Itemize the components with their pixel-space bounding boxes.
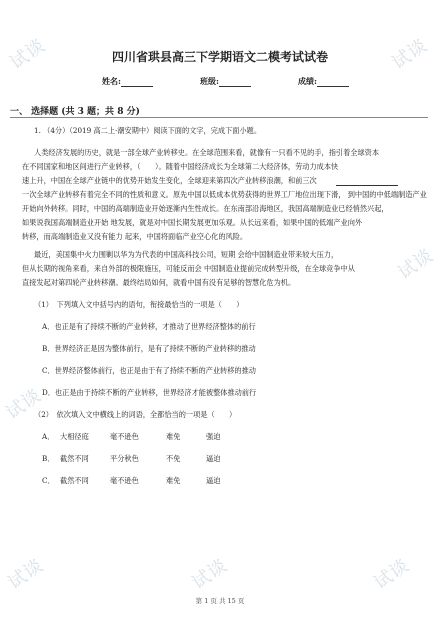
page-title: 四川省珙县高三下学期语文二模考试试卷	[111, 50, 328, 64]
passage-line: 但从长期的视角来看，来自外部的极限施压，可能反而会 中国制造业提前完成转型升级，在全球竞争中从	[22, 264, 355, 273]
name-field[interactable]	[102, 76, 153, 87]
watermark: 试谈	[4, 554, 48, 594]
option-word: 难免	[166, 432, 181, 441]
passage-line: 如果说我国高端制造业开始 地发展，就是对中国长期发展更加乐观。从长远来看，如果中国的低端产业向外	[22, 218, 363, 227]
watermark: 试谈	[388, 34, 432, 74]
question-stem: 1. （4分）（2019 高二上·潮安期中）阅读下面的文字，完成下面小题。	[34, 126, 262, 135]
subquestion-prompt: （2） 依次填入文中横线上的词语，全都恰当的一项是（ ）	[34, 410, 237, 419]
passage-line: 直接发起对第四轮产业转移潮。最终结局如何，就看中国有没有足够的智慧化危为机。	[22, 278, 296, 287]
section-divider	[10, 117, 428, 118]
watermark: 试谈	[2, 384, 46, 424]
option-word: 逼迫	[206, 454, 221, 463]
class-blank[interactable]	[219, 78, 251, 87]
answer-option-c[interactable]: C．世界经济整体前行，也正是由于有了持续不断的产业转移的推动	[42, 366, 256, 375]
passage-line: 在不同国家和地区间进行产业转移，（ ）。随着中国经济成长为全球第二大经济体，劳动力成本快	[22, 162, 339, 171]
watermark: 试谈	[394, 244, 438, 284]
option-word: 截然不同	[60, 476, 89, 485]
passage-line: 人类经济发展的历史，就是一部全球产业转移史。在全球范围来看，就像有一只看不见的手，指引着全球资本	[34, 148, 380, 157]
score-field[interactable]	[298, 76, 349, 87]
score-label: 成绩:	[298, 76, 317, 86]
option-word: 毫不逊色	[110, 432, 139, 441]
passage-line: 开始向外转移。同时，中国的高端制造业开始逐渐内生性成长。在东南部沿海地区，我国高端制造业已经悄然兴起，	[22, 204, 389, 213]
option-letter: B．	[42, 454, 55, 463]
option-letter: C．	[42, 476, 55, 485]
page-number: 第 1 页 共 15 页	[195, 597, 245, 605]
class-field[interactable]	[200, 76, 251, 87]
score-blank[interactable]	[317, 78, 349, 87]
option-word: 平分秋色	[110, 454, 139, 463]
answer-option-a[interactable]: A．也正是有了持续不断的产业转移，才推动了世界经济整体的前行	[42, 322, 256, 331]
fill-blank[interactable]	[336, 178, 398, 186]
watermark: 试谈	[6, 34, 50, 74]
section-heading: 一、 选择题 (共 3 题；共 8 分)	[10, 107, 140, 117]
answer-option-d[interactable]: D．也正是由于持续不断的产业转移，世界经济才能被整体推动前行	[42, 388, 257, 397]
watermark: 试谈	[370, 554, 414, 594]
option-word: 难免	[166, 476, 181, 485]
name-label: 姓名:	[102, 76, 121, 86]
answer-option-b[interactable]: B．世界经济正是因为整体前行，是有了持续不断的产业转移的推动	[42, 344, 256, 353]
option-word: 强迫	[206, 432, 221, 441]
class-label: 班级:	[200, 76, 219, 86]
name-blank[interactable]	[121, 78, 153, 87]
watermark: 试谈	[188, 554, 232, 594]
option-word: 截然不同	[60, 454, 89, 463]
passage-line: 速上升，中国在全球产业链中的优势开始发生变化，全球迎来第四次产业转移浪潮，和前三次	[22, 176, 317, 185]
passage-line: 转移，而高端制造业又没有能力 起来，中国将面临产业空心化的风险。	[22, 232, 248, 241]
subquestion-prompt: （1） 下列填入文中括号内的语句，衔接最恰当的一项是（ ）	[34, 300, 244, 309]
passage-line: 一次全球产业转移有着完全不同的性质和意义。原先中国以低成本优势获得的世界工厂地位出现下滑， 到中国的中低端制造产业	[22, 190, 427, 199]
option-word: 逼迫	[206, 476, 221, 485]
option-word: 大相径庭	[60, 432, 89, 441]
option-word: 毫不逊色	[110, 476, 139, 485]
passage-line: 最近，美国集中火力围剿以华为为代表的中国高科技公司，短期 会给中国制造业带来较大压力，	[34, 250, 339, 259]
option-letter: A．	[42, 432, 55, 441]
option-word: 不免	[166, 454, 181, 463]
